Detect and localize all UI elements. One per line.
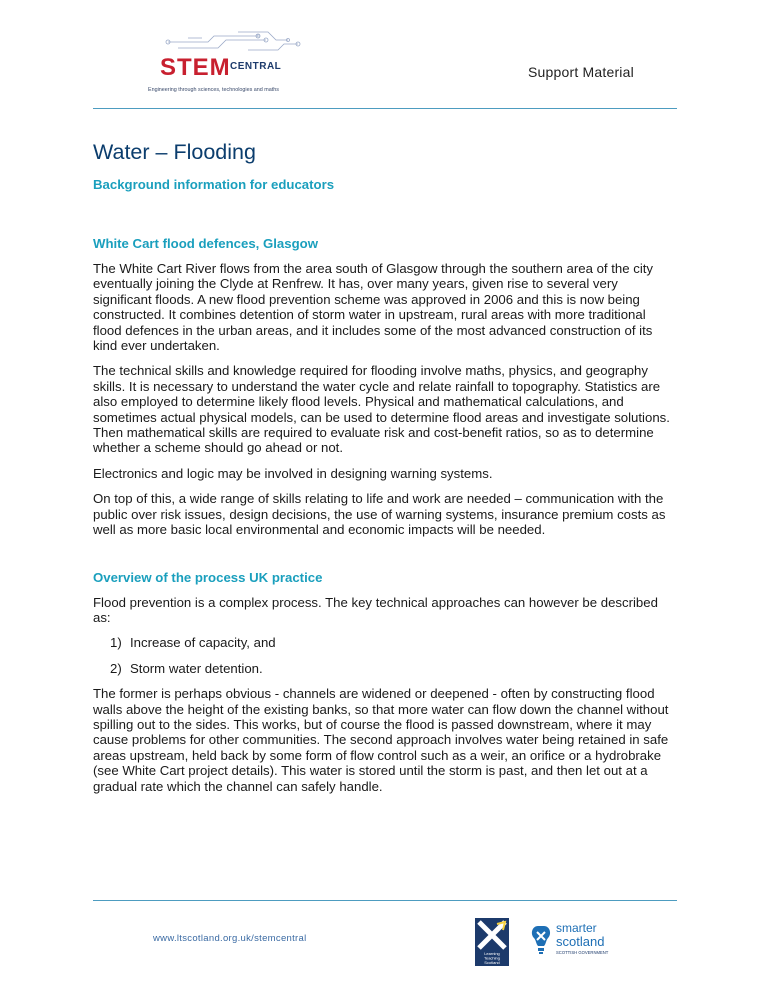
- svg-text:Teaching: Teaching: [483, 955, 501, 961]
- document-subtitle: Background information for educators: [93, 177, 335, 192]
- svg-text:®: ®: [256, 34, 260, 40]
- paragraph: The White Cart River flows from the area south of Glasgow through the southern area of the city eventually joining the Clyde at Renfrew. It has, over many years, given rise to several very significant floods. A new flood prevention scheme was approved in 2006 and this is now being constructed. It combines detention of storm water in upstream, rural areas with more traditional flood defences in the urban areas, and it includes some of the most advanced construction of its kind ever undertaken.: [93, 261, 654, 354]
- section-heading-white-cart: White Cart flood defences, Glasgow: [93, 236, 318, 251]
- page-title: Water – Flooding: [93, 140, 256, 164]
- svg-text:CENTRAL: CENTRAL: [230, 61, 282, 72]
- support-material-label: Support Material: [528, 64, 634, 80]
- paragraph: On top of this, a wide range of skills relating to life and work are needed – communication with the public over risk issues, design decisions, the use of warning systems, insurance premium costs as well as more basic local environmental and economic impacts will be needed.: [93, 491, 666, 538]
- svg-text:Engineering through sciences,: Engineering through sciences, technologies and maths: [148, 87, 279, 93]
- approach-list: [93, 635, 677, 676]
- list-item-text: Increase of capacity, and: [130, 635, 276, 651]
- svg-text:Learning: Learning: [484, 951, 500, 956]
- paragraph: Flood prevention is a complex process. The key technical approaches can however be described as:: [93, 594, 658, 625]
- section-heading-overview: Overview of the process UK practice: [93, 569, 323, 585]
- paragraph: The former is perhaps obvious - channels are widened or deepened - often by constructing flood walls above the height of the existing banks, so that more water can flow down the channel without spilling out to the sides. This works, but of course the flood is passed downstream, where it may cause problems for other communities. The second approach involves water being retained in safe areas upstream, held back by some form of flow control such as a weir, an orifice or a hydrobrake (see White Cart project details). This water is stored until the storm is past, and then let out at a gradual rate which the channel can safely handle.: [93, 686, 669, 794]
- document-body: [93, 140, 677, 794]
- svg-text:STEM: STEM: [160, 54, 231, 81]
- list-number: 1): [110, 635, 122, 651]
- paragraph: The technical skills and knowledge required for flooding involve maths, physics, and geography skills. It is necessary to understand the water cycle and relate rainfall to topography. Statistics are also employed to determine likely flood levels. Physical and mathematical calculations, and sometimes actual physical models, can be used to determine flood areas and investigate solutions. Then mathematical skills are required to evaluate risk and cost-benefit ratios, so as to determine whether a scheme should go ahead or not.: [93, 363, 670, 456]
- svg-text:SCOTTISH GOVERNMENT: SCOTTISH GOVERNMENT: [556, 950, 609, 955]
- svg-text:Scotland: Scotland: [484, 960, 500, 965]
- learning-teaching-scotland-logo: [475, 918, 509, 966]
- list-number: 2): [110, 660, 122, 676]
- stem-central-logo: [148, 28, 348, 94]
- svg-text:scotland: scotland: [556, 934, 605, 949]
- svg-text:smarter: smarter: [556, 921, 597, 935]
- paragraph: Electronics and logic may be involved in designing warning systems.: [93, 465, 493, 481]
- page-header: [0, 0, 768, 110]
- footer-divider: [93, 900, 677, 901]
- list-item: [93, 661, 677, 676]
- footer-url-link[interactable]: www.ltscotland.org.uk/stemcentral: [153, 933, 307, 944]
- list-item-text: Storm water detention.: [130, 660, 263, 676]
- smarter-scotland-logo: [528, 918, 618, 964]
- list-item: [93, 635, 677, 650]
- header-divider: [93, 108, 677, 109]
